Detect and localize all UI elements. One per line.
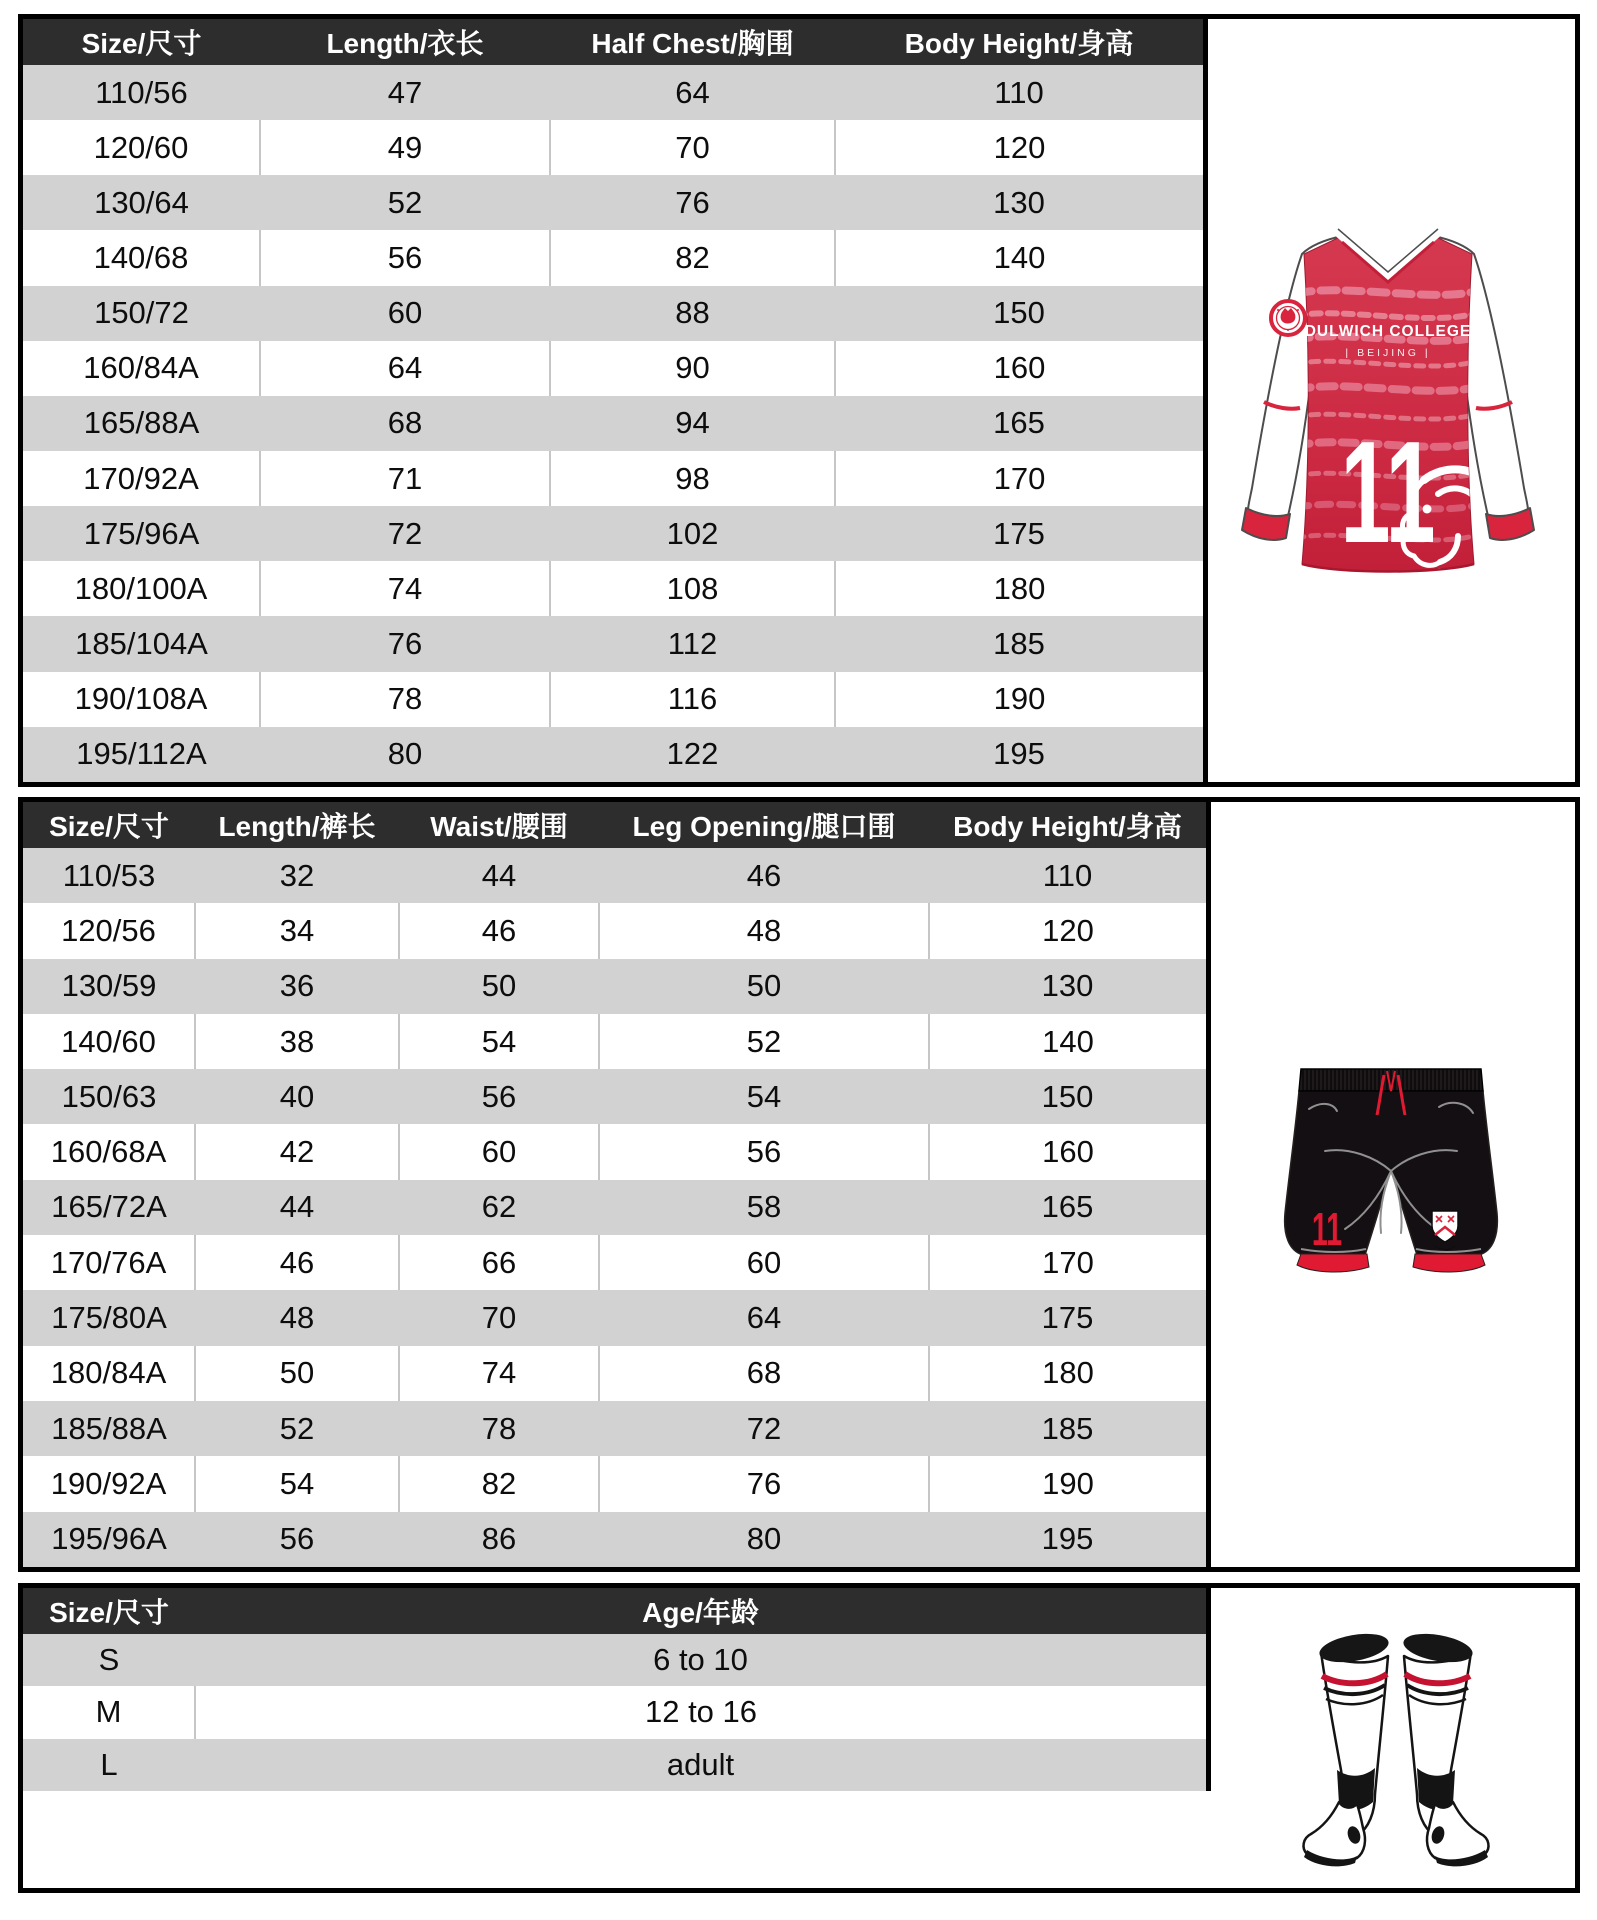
table-cell: 64 bbox=[260, 341, 550, 396]
table-cell: 68 bbox=[599, 1346, 929, 1401]
table-cell: 175/80A bbox=[23, 1290, 195, 1345]
table-cell: 195/96A bbox=[23, 1512, 195, 1567]
table-cell: 82 bbox=[399, 1456, 599, 1511]
table-cell: 78 bbox=[399, 1401, 599, 1456]
table-cell: 170 bbox=[835, 451, 1206, 506]
table-cell: 56 bbox=[195, 1512, 399, 1567]
table-cell: 70 bbox=[550, 120, 835, 175]
table-cell: 150 bbox=[929, 1069, 1209, 1124]
table-row bbox=[23, 1124, 1209, 1179]
table-cell: 76 bbox=[260, 616, 550, 671]
column-header: Leg Opening/腿口围 bbox=[599, 802, 929, 848]
table-cell: 52 bbox=[260, 175, 550, 230]
table-cell: 160/84A bbox=[23, 341, 260, 396]
table-cell: 185/104A bbox=[23, 616, 260, 671]
table-cell: 160/68A bbox=[23, 1124, 195, 1179]
table-cell: 110/53 bbox=[23, 848, 195, 903]
table-cell: 34 bbox=[195, 903, 399, 958]
table-cell: 140/68 bbox=[23, 230, 260, 285]
socks-image bbox=[1291, 1622, 1501, 1867]
column-header: Body Height/身高 bbox=[835, 19, 1206, 65]
table-row bbox=[23, 848, 1209, 903]
table-cell: 74 bbox=[260, 561, 550, 616]
table-cell: 185 bbox=[835, 616, 1206, 671]
table-cell: 32 bbox=[195, 848, 399, 903]
column-header: Length/衣长 bbox=[260, 19, 550, 65]
jersey-city-text: | BEIJING | bbox=[1345, 347, 1431, 359]
table-cell: 54 bbox=[599, 1069, 929, 1124]
table-row bbox=[23, 1235, 1209, 1290]
column-header: Size/尺寸 bbox=[23, 802, 195, 848]
table-cell: 40 bbox=[195, 1069, 399, 1124]
table-cell: 49 bbox=[260, 120, 550, 175]
table-cell: 54 bbox=[195, 1456, 399, 1511]
table-cell: 120/60 bbox=[23, 120, 260, 175]
header-row bbox=[23, 1588, 1209, 1634]
sleeve-crest-badge bbox=[1271, 301, 1305, 335]
table-row bbox=[23, 1739, 1209, 1791]
table-cell: 160 bbox=[835, 341, 1206, 396]
table-cell: 165 bbox=[929, 1180, 1209, 1235]
table-row bbox=[23, 959, 1209, 1014]
column-header: Half Chest/胸围 bbox=[550, 19, 835, 65]
table-row bbox=[23, 616, 1206, 671]
table-cell: 50 bbox=[195, 1346, 399, 1401]
table-row bbox=[23, 1069, 1209, 1124]
table-cell: 120 bbox=[835, 120, 1206, 175]
table-cell: 66 bbox=[399, 1235, 599, 1290]
table-cell: 70 bbox=[399, 1290, 599, 1345]
table-cell: 195 bbox=[835, 727, 1206, 782]
jersey-illustration bbox=[1228, 212, 1548, 592]
shorts-image bbox=[1271, 1055, 1511, 1290]
table-cell: 112 bbox=[550, 616, 835, 671]
table-cell: 110 bbox=[929, 848, 1209, 903]
table-row bbox=[23, 1290, 1209, 1345]
table-cell: 116 bbox=[550, 672, 835, 727]
table-cell: 180/84A bbox=[23, 1346, 195, 1401]
table-cell: 90 bbox=[550, 341, 835, 396]
table-cell: 180 bbox=[835, 561, 1206, 616]
table-cell: 140 bbox=[835, 230, 1206, 285]
socks-size-panel bbox=[18, 1583, 1580, 1893]
table-cell: 82 bbox=[550, 230, 835, 285]
table-cell: 86 bbox=[399, 1512, 599, 1567]
table-cell: 140/60 bbox=[23, 1014, 195, 1069]
column-header: Size/尺寸 bbox=[23, 1588, 195, 1634]
table-row bbox=[23, 727, 1206, 782]
table-cell: L bbox=[23, 1739, 195, 1791]
table-cell: 64 bbox=[599, 1290, 929, 1345]
table-cell: 150 bbox=[835, 286, 1206, 341]
table-row bbox=[23, 1456, 1209, 1511]
table-cell: 110/56 bbox=[23, 65, 260, 120]
table-row bbox=[23, 506, 1206, 561]
table-cell: 76 bbox=[599, 1456, 929, 1511]
table-cell: 165 bbox=[835, 396, 1206, 451]
table-row bbox=[23, 286, 1206, 341]
table-cell: adult bbox=[195, 1739, 1209, 1791]
socks-size-table bbox=[23, 1588, 1211, 1791]
table-row bbox=[23, 1634, 1209, 1686]
table-cell: 165/72A bbox=[23, 1180, 195, 1235]
table-cell: 122 bbox=[550, 727, 835, 782]
table-cell: 102 bbox=[550, 506, 835, 561]
table-cell: 60 bbox=[599, 1235, 929, 1290]
table-cell: 46 bbox=[195, 1235, 399, 1290]
table-cell: 58 bbox=[599, 1180, 929, 1235]
table-cell: 120 bbox=[929, 903, 1209, 958]
table-cell: 52 bbox=[195, 1401, 399, 1456]
table-cell: 120/56 bbox=[23, 903, 195, 958]
shorts-number: 11 bbox=[1311, 1204, 1343, 1256]
table-cell: 60 bbox=[399, 1124, 599, 1179]
table-cell: 76 bbox=[550, 175, 835, 230]
table-cell: 56 bbox=[599, 1124, 929, 1179]
header-row bbox=[23, 19, 1206, 65]
table-cell: 50 bbox=[399, 959, 599, 1014]
table-cell: 80 bbox=[260, 727, 550, 782]
header-row bbox=[23, 802, 1209, 848]
table-cell: 50 bbox=[599, 959, 929, 1014]
table-cell: 80 bbox=[599, 1512, 929, 1567]
table-cell: 38 bbox=[195, 1014, 399, 1069]
table-row bbox=[23, 1401, 1209, 1456]
table-cell: 44 bbox=[399, 848, 599, 903]
table-cell: 48 bbox=[195, 1290, 399, 1345]
table-row bbox=[23, 341, 1206, 396]
table-row bbox=[23, 1014, 1209, 1069]
table-row bbox=[23, 65, 1206, 120]
table-cell: 175 bbox=[929, 1290, 1209, 1345]
table-row bbox=[23, 561, 1206, 616]
table-cell: 130 bbox=[835, 175, 1206, 230]
table-cell: 68 bbox=[260, 396, 550, 451]
table-row bbox=[23, 903, 1209, 958]
table-cell: 160 bbox=[929, 1124, 1209, 1179]
table-cell: 64 bbox=[550, 65, 835, 120]
table-cell: 185 bbox=[929, 1401, 1209, 1456]
table-cell: 46 bbox=[399, 903, 599, 958]
table-cell: 72 bbox=[599, 1401, 929, 1456]
table-cell: 140 bbox=[929, 1014, 1209, 1069]
table-cell: 195 bbox=[929, 1512, 1209, 1567]
table-cell: 165/88A bbox=[23, 396, 260, 451]
table-cell: 6 to 10 bbox=[195, 1634, 1209, 1686]
table-cell: 170/76A bbox=[23, 1235, 195, 1290]
table-row bbox=[23, 1346, 1209, 1401]
column-header: Length/裤长 bbox=[195, 802, 399, 848]
table-row bbox=[23, 175, 1206, 230]
table-cell: 108 bbox=[550, 561, 835, 616]
table-row bbox=[23, 672, 1206, 727]
table-row bbox=[23, 396, 1206, 451]
socks-illustration bbox=[1291, 1622, 1501, 1867]
column-header: Age/年龄 bbox=[195, 1588, 1209, 1634]
shirt-size-table bbox=[23, 19, 1208, 782]
table-cell: 170/92A bbox=[23, 451, 260, 506]
table-cell: 56 bbox=[399, 1069, 599, 1124]
table-cell: M bbox=[23, 1686, 195, 1738]
table-cell: 46 bbox=[599, 848, 929, 903]
table-cell: 175 bbox=[835, 506, 1206, 561]
table-cell: 130 bbox=[929, 959, 1209, 1014]
table-cell: 44 bbox=[195, 1180, 399, 1235]
table-cell: 170 bbox=[929, 1235, 1209, 1290]
table-cell: 74 bbox=[399, 1346, 599, 1401]
table-cell: 88 bbox=[550, 286, 835, 341]
table-cell: 180 bbox=[929, 1346, 1209, 1401]
jersey-number: 11 bbox=[1340, 410, 1436, 574]
table-cell: 110 bbox=[835, 65, 1206, 120]
table-row bbox=[23, 1686, 1209, 1738]
table-cell: 130/64 bbox=[23, 175, 260, 230]
column-header: Body Height/身高 bbox=[929, 802, 1209, 848]
table-cell: 62 bbox=[399, 1180, 599, 1235]
table-cell: 94 bbox=[550, 396, 835, 451]
table-cell: 60 bbox=[260, 286, 550, 341]
table-cell: 98 bbox=[550, 451, 835, 506]
table-cell: 54 bbox=[399, 1014, 599, 1069]
shorts-illustration bbox=[1271, 1055, 1511, 1290]
table-cell: 180/100A bbox=[23, 561, 260, 616]
table-cell: 36 bbox=[195, 959, 399, 1014]
table-cell: 12 to 16 bbox=[195, 1686, 1209, 1738]
table-cell: 52 bbox=[599, 1014, 929, 1069]
sock-right bbox=[1401, 1629, 1488, 1866]
table-cell: S bbox=[23, 1634, 195, 1686]
table-cell: 56 bbox=[260, 230, 550, 285]
table-cell: 48 bbox=[599, 903, 929, 958]
table-cell: 195/112A bbox=[23, 727, 260, 782]
column-header: Waist/腰围 bbox=[399, 802, 599, 848]
table-cell: 175/96A bbox=[23, 506, 260, 561]
table-cell: 42 bbox=[195, 1124, 399, 1179]
table-cell: 150/63 bbox=[23, 1069, 195, 1124]
jersey-team-text: DULWICH COLLEGE bbox=[1304, 323, 1472, 340]
table-cell: 71 bbox=[260, 451, 550, 506]
column-header: Size/尺寸 bbox=[23, 19, 260, 65]
table-cell: 47 bbox=[260, 65, 550, 120]
table-cell: 185/88A bbox=[23, 1401, 195, 1456]
shorts-size-panel bbox=[18, 797, 1580, 1572]
table-row bbox=[23, 230, 1206, 285]
sock-left bbox=[1304, 1629, 1391, 1866]
table-cell: 72 bbox=[260, 506, 550, 561]
table-cell: 150/72 bbox=[23, 286, 260, 341]
table-row bbox=[23, 451, 1206, 506]
table-cell: 78 bbox=[260, 672, 550, 727]
table-cell: 190 bbox=[929, 1456, 1209, 1511]
shirt-size-panel bbox=[18, 14, 1580, 787]
table-row bbox=[23, 1512, 1209, 1567]
table-cell: 130/59 bbox=[23, 959, 195, 1014]
table-cell: 190/92A bbox=[23, 1456, 195, 1511]
table-cell: 190 bbox=[835, 672, 1206, 727]
jersey-image bbox=[1228, 212, 1548, 592]
table-cell: 190/108A bbox=[23, 672, 260, 727]
shorts-size-table bbox=[23, 802, 1211, 1567]
table-row bbox=[23, 120, 1206, 175]
table-row bbox=[23, 1180, 1209, 1235]
